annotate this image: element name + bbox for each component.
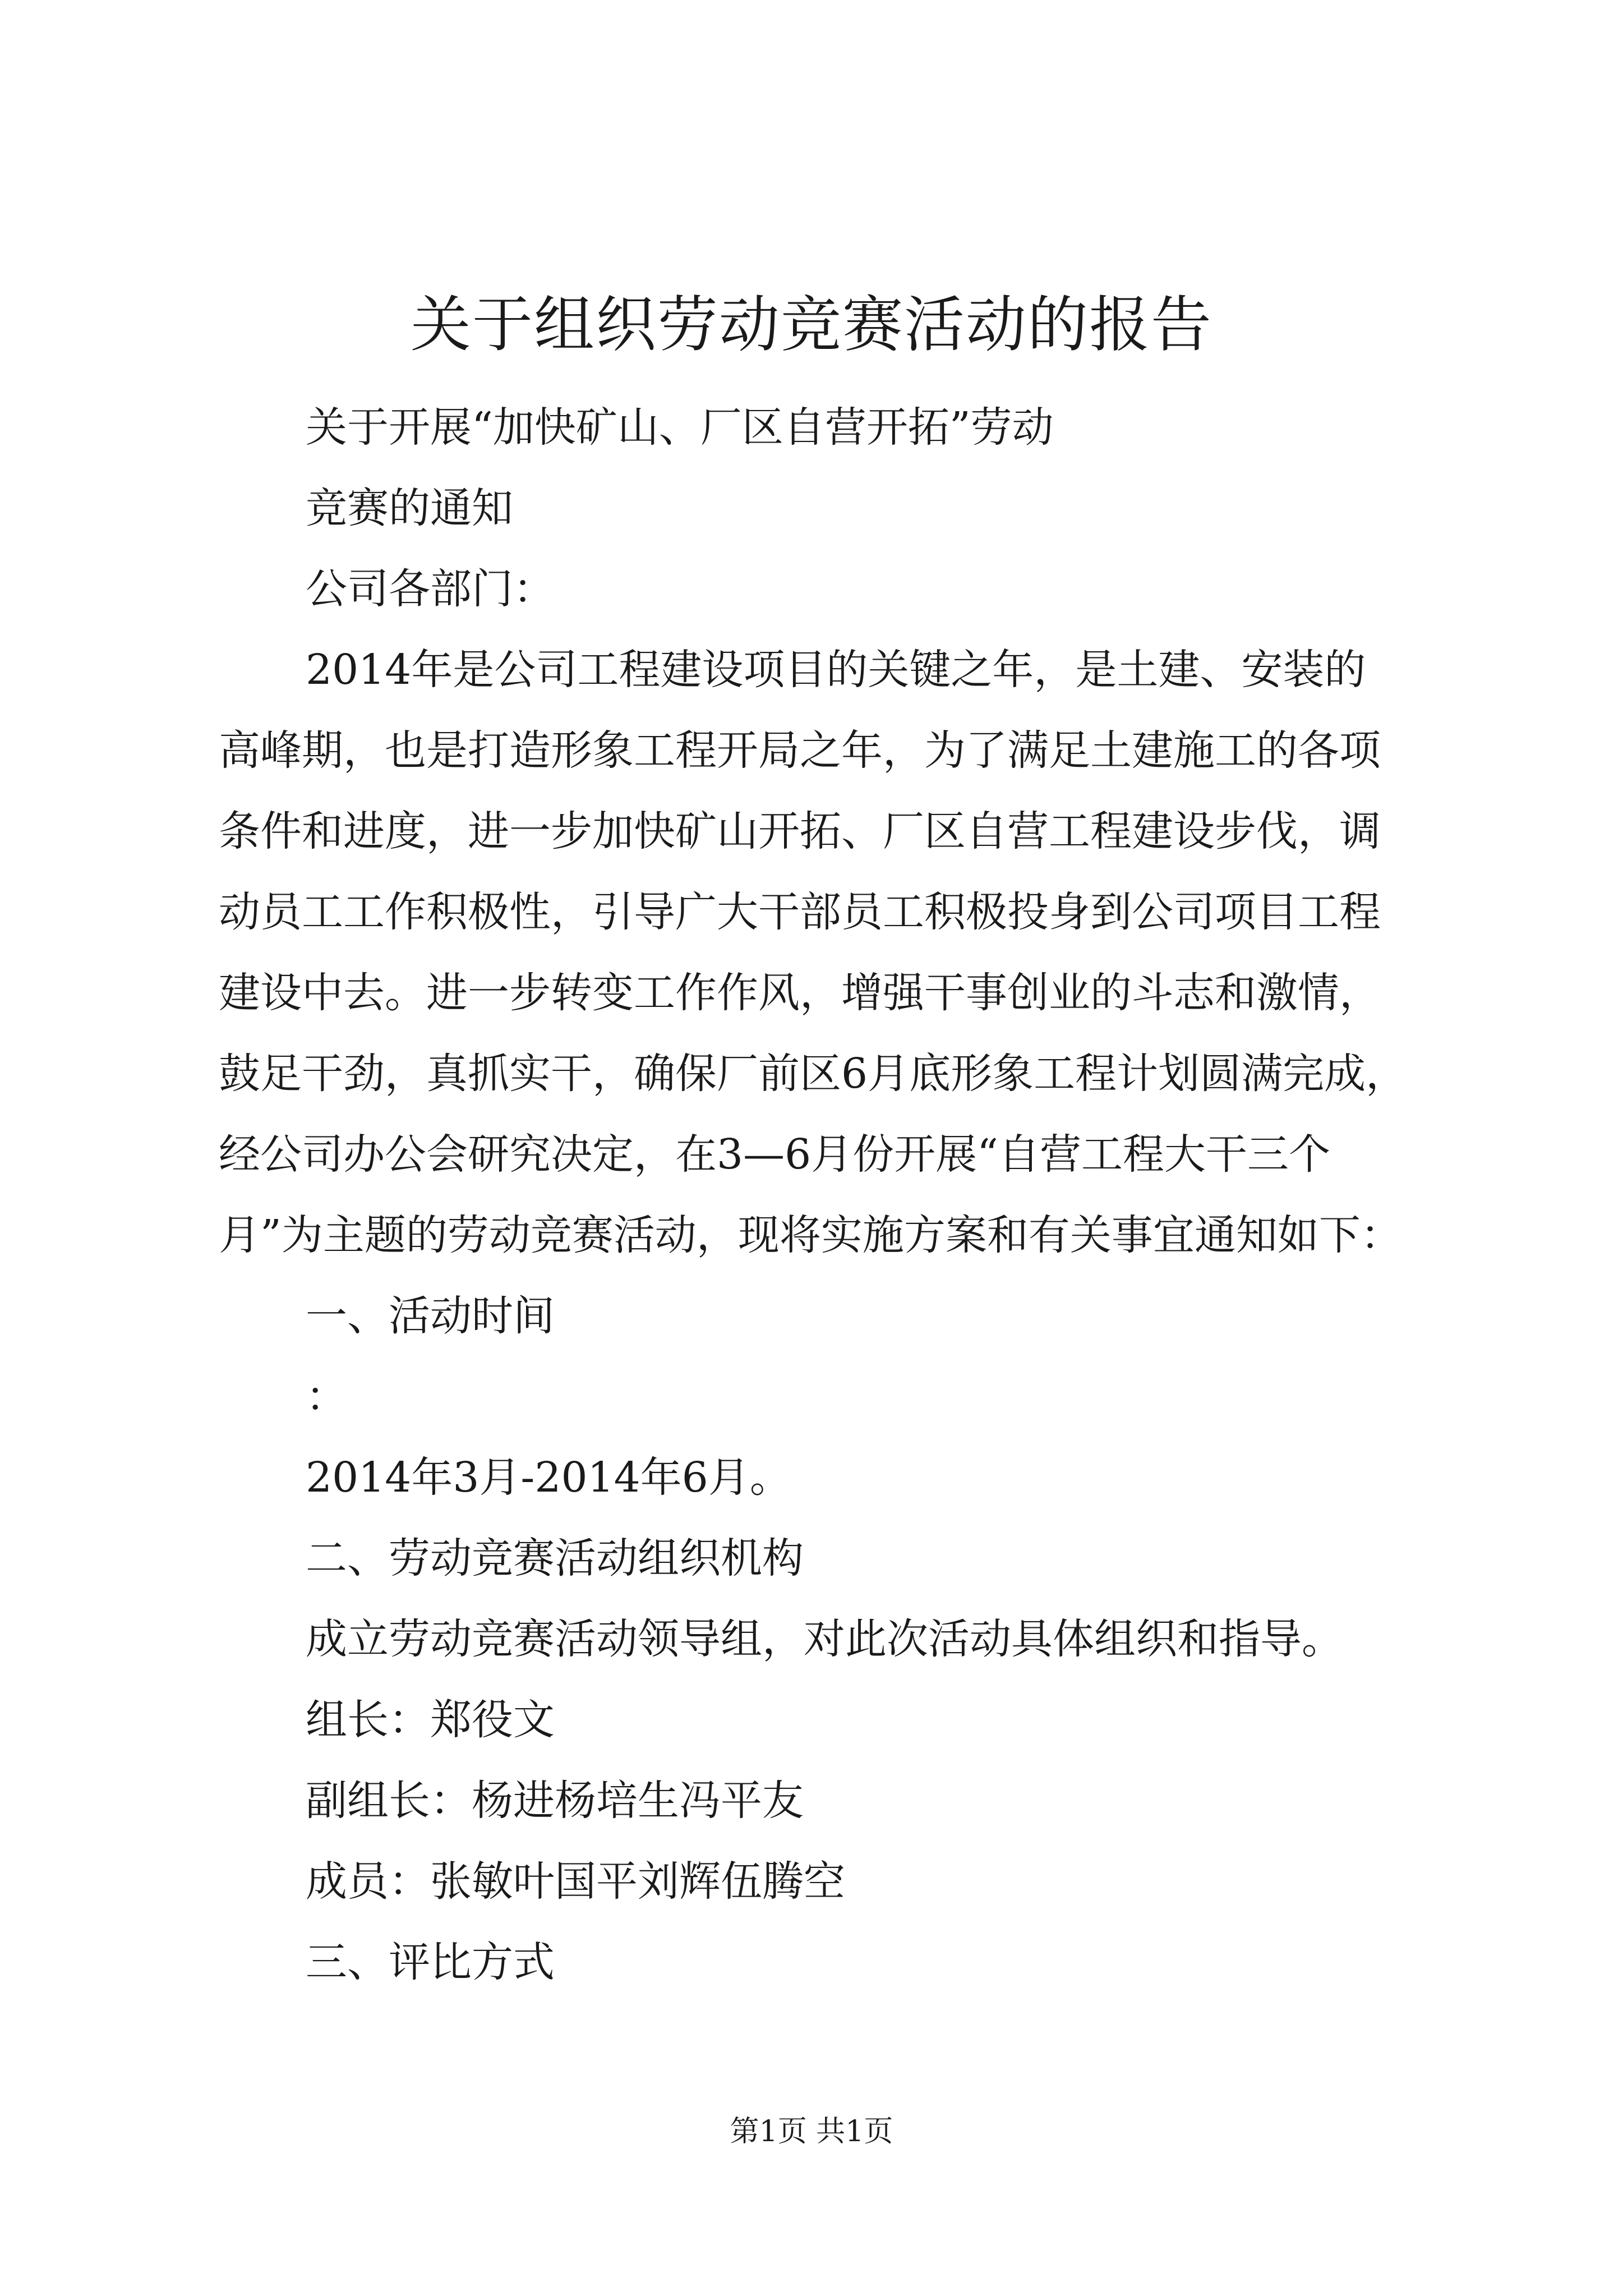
body-line: 竞赛的通知 (306, 484, 513, 532)
section-heading: 二、劳动竞赛活动组织机构 (306, 1534, 804, 1582)
body-line: 条件和进度，进一步加快矿山开拓、厂区自营工程建设步伐，调 (219, 807, 1381, 855)
document-title: 关于组织劳动竞赛活动的报告 (410, 290, 1212, 360)
body-line: 成立劳动竞赛活动领导组，对此次活动具体组织和指导。 (306, 1615, 1343, 1663)
body-line: 2014年是公司工程建设项目的关键之年，是土建、安装的 (306, 646, 1366, 694)
body-line: ： (306, 1373, 347, 1421)
body-line: 经公司办公会研究决定，在3—6月份开展“自营工程大干三个 (219, 1130, 1330, 1179)
body-line: 鼓足干劲，真抓实干，确保厂前区6月底形象工程计划圆满完成， (219, 1050, 1408, 1098)
section-heading: 三、评比方式 (306, 1938, 555, 1986)
body-line: 公司各部门： (306, 565, 555, 613)
document-body (219, 387, 1419, 2003)
section-heading: 一、活动时间 (306, 1292, 555, 1340)
body-line: 动员工工作积极性，引导广大干部员工积极投身到公司项目工程 (219, 888, 1381, 936)
body-line: 月”为主题的劳动竞赛活动，现将实施方案和有关事宜通知如下： (219, 1211, 1402, 1259)
body-line: 建设中去。进一步转变工作作风，增强干事创业的斗志和激情， (219, 969, 1381, 1017)
body-line: 成员：张敏叶国平刘辉伍腾空 (306, 1857, 845, 1906)
body-line: 高峰期，也是打造形象工程开局之年，为了满足土建施工的各项 (219, 726, 1381, 775)
body-line: 关于开展“加快矿山、厂区自营开拓”劳动 (306, 403, 1054, 452)
body-line: 2014年3月-2014年6月。 (306, 1453, 791, 1502)
body-line: 副组长：杨进杨培生冯平友 (306, 1777, 804, 1825)
page-footer: 第1页 共1页 (730, 2115, 893, 2148)
body-line: 组长：郑役文 (306, 1696, 555, 1744)
